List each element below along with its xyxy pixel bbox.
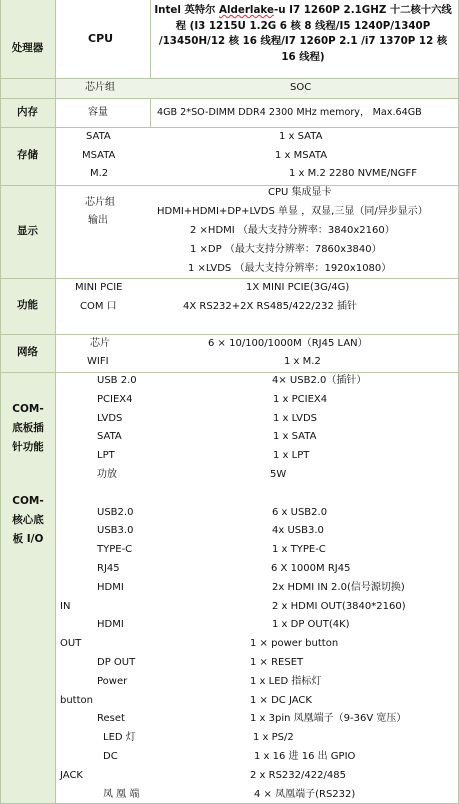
divider — [0, 372, 459, 373]
io-row-value: 4× USB2.0（插针） — [272, 375, 367, 386]
storage-value-sata: 1 x SATA — [279, 131, 323, 142]
memory-label: 容量 — [88, 107, 108, 118]
chipset-label: 芯片组 — [85, 82, 115, 93]
divider — [0, 78, 459, 79]
display-value-modes: HDMI+HDMI+DP+LVDS 单显 ，双显,三显（同/异步显示） — [157, 206, 428, 217]
io-row-value: 1 x SATA — [273, 431, 317, 442]
io-row-label: DC — [103, 751, 118, 762]
cpu-brand: Intel 英特尔 — [154, 4, 219, 16]
io-row-label: DP OUT — [97, 657, 136, 668]
category-io — [0, 372, 55, 804]
category-processor-label: 处理器 — [11, 42, 44, 55]
io-row-value: 4x USB3.0 — [272, 525, 324, 536]
io-row-value: 1 × power button — [250, 638, 339, 649]
function-label-minipcie: MINI PCIE — [75, 282, 123, 293]
cpu-model: -u I7 1260P 2.1GHZ 十二核十六线程 — [175, 4, 452, 32]
category-display — [0, 185, 55, 278]
cpu-codename: Alderlake — [219, 4, 274, 16]
io-row-label: OUT — [60, 638, 82, 649]
io-row-label: LED 灯 — [103, 732, 136, 743]
cpu-value — [150, 3, 456, 65]
storage-value-msata: 1 x MSATA — [275, 150, 328, 161]
function-value-minipcie: 1X MINI PCIE(3G/4G) — [246, 282, 350, 293]
display-label-chipset: 芯片组 — [85, 197, 115, 208]
category-processor — [0, 0, 55, 98]
io-row-label: PCIEX4 — [97, 394, 133, 405]
io-row-label: LVDS — [97, 413, 123, 424]
network-value-wifi: 1 x M.2 — [284, 356, 321, 367]
cpu-label: CPU — [88, 32, 114, 45]
io-row-value: 6 x USB2.0 — [272, 507, 328, 518]
divider — [0, 98, 459, 99]
function-label-com: COM 口 — [80, 301, 117, 312]
io-row-value: 6 X 1000M RJ45 — [271, 563, 351, 574]
divider — [0, 334, 459, 335]
function-value-com: 4X RS232+2X RS485/422/232 插针 — [183, 301, 358, 312]
io-row-label: button — [60, 695, 93, 706]
divider — [0, 278, 459, 279]
io-row-label: SATA — [97, 431, 122, 442]
network-label-wifi: WIFI — [87, 356, 109, 367]
category-function-label: 功能 — [17, 299, 38, 312]
category-memory-label: 内存 — [17, 105, 38, 118]
io-row-value: 2 x HDMI OUT(3840*2160) — [272, 601, 406, 612]
io-row-label: HDMI — [97, 582, 124, 593]
storage-label-m2: M.2 — [90, 168, 109, 179]
io-row-label: IN — [60, 601, 71, 612]
io-row-value: 1 x TYPE-C — [272, 544, 326, 555]
io-row-value: 4 × 凤凰端子(RS232) — [254, 789, 356, 800]
io-row-value: 1 x DP OUT(4K) — [272, 619, 350, 630]
display-value-gpu: CPU 集成显卡 — [268, 187, 332, 198]
display-value-hdmi: 2 ×HDMI （最大支持分辨率：3840x2160） — [190, 225, 395, 236]
io-row-value: 1 x LED 指标灯 — [250, 676, 322, 687]
divider — [0, 127, 459, 128]
io-row-value: 1 x PS/2 — [253, 732, 294, 743]
category-display-label: 显示 — [17, 224, 38, 237]
chipset-row-band — [55, 78, 459, 98]
io-row-value: 1 × DC JACK — [250, 695, 312, 706]
io-row-value: 1 x LPT — [273, 450, 310, 461]
display-label-output: 输出 — [88, 215, 108, 226]
io-row-label: USB3.0 — [97, 525, 134, 536]
io-row-label: LPT — [97, 450, 115, 461]
io-row-value: 2x HDMI IN 2.0(信号源切换) — [272, 582, 405, 593]
category-network — [0, 334, 55, 372]
memory-value: 4GB 2*SO-DIMM DDR4 2300 MHz memory， Max.64GB — [157, 107, 422, 118]
chipset-value: SOC — [290, 82, 312, 93]
network-value-chip: 6 × 10/100/1000M（RJ45 LAN） — [208, 338, 368, 349]
category-network-label: 网络 — [17, 346, 38, 359]
io-row-label: JACK — [60, 770, 83, 781]
category-io-core-board: COM-核心底板 I/O — [12, 495, 44, 545]
category-io-header-pins: COM-底板插针功能 — [12, 403, 44, 453]
io-row-value: 1 x PCIEX4 — [273, 394, 328, 405]
io-row-value: 5W — [270, 469, 287, 480]
io-row-label: 凤 凰 端 — [103, 789, 140, 800]
io-row-label: TYPE-C — [97, 544, 133, 555]
io-row-label: 功放 — [97, 469, 117, 480]
storage-label-sata: SATA — [86, 131, 111, 142]
display-value-lvds: 1 ×LVDS （最大支持分辨率：1920x1080） — [188, 263, 392, 274]
io-row-label: RJ45 — [97, 563, 120, 574]
io-row-value: 2 x RS232/422/485 — [250, 770, 346, 781]
io-row-value: 1 × RESET — [250, 657, 304, 668]
divider — [0, 0, 1, 804]
category-storage-label: 存储 — [17, 149, 38, 162]
display-value-dp: 1 ×DP （最大支持分辨率：7860x3840） — [190, 244, 382, 255]
cpu-variants: (I3 1215U 1.2G 6 核 8 线程/I5 1240P/1340P /13450H/12 核 16 线程/I7 1260P 2.1 /i7 1370P 12 核 16 线程) — [158, 19, 448, 63]
divider — [150, 0, 151, 78]
category-storage — [0, 127, 55, 185]
io-row-label: USB 2.0 — [97, 375, 137, 386]
io-row-value: 1 x LVDS — [273, 413, 317, 424]
divider — [55, 0, 56, 804]
io-row-value: 1 x 3pin 凤凰端子（9-36V 宽压） — [250, 713, 407, 724]
divider — [0, 185, 459, 186]
category-function — [0, 278, 55, 334]
storage-label-msata: MSATA — [82, 150, 116, 161]
network-label-chip: 芯片 — [90, 338, 110, 349]
divider — [150, 98, 151, 127]
io-row-label: Reset — [97, 713, 125, 724]
io-row-value: 1 x 16 进 16 出 GPIO — [254, 751, 356, 762]
storage-value-m2: 1 x M.2 2280 NVME/NGFF — [289, 168, 417, 179]
io-row-label: Power — [97, 676, 128, 687]
io-row-label: USB2.0 — [97, 507, 134, 518]
io-row-label: HDMI — [97, 619, 124, 630]
category-memory — [0, 98, 55, 127]
